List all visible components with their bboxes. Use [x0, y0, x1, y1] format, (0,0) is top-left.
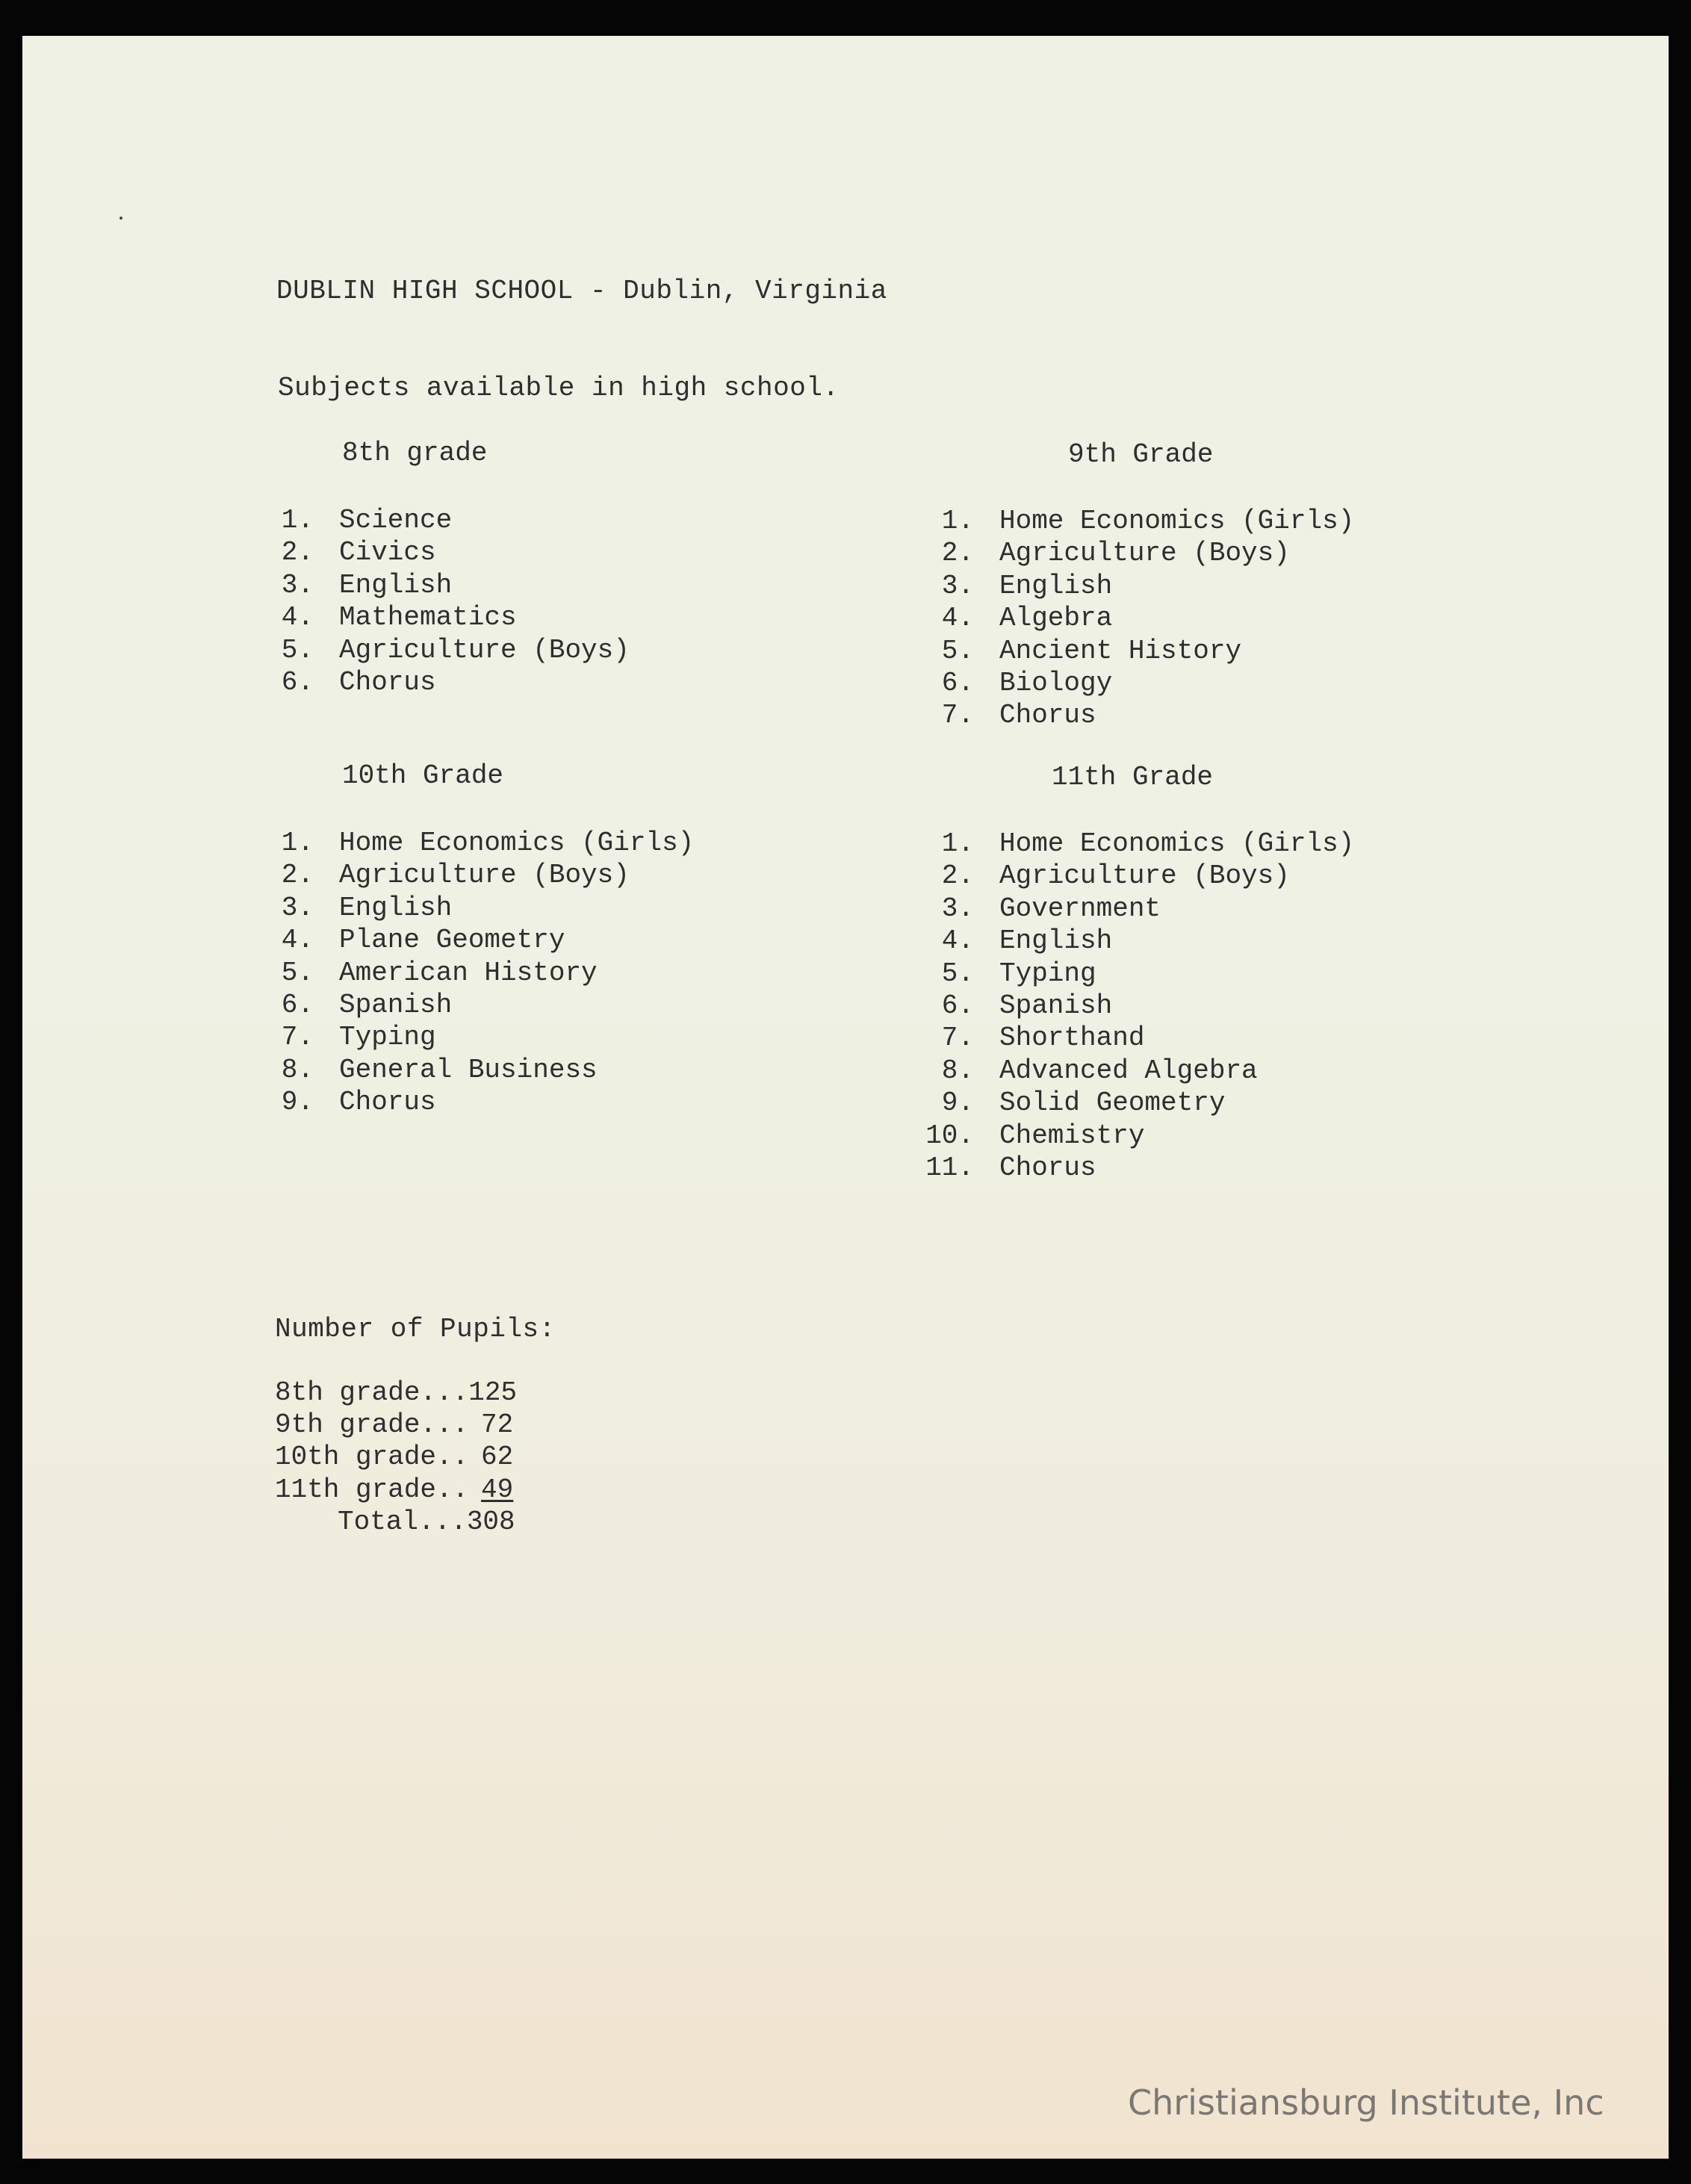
subject-number: 4.: [941, 925, 974, 957]
subject-item: [919, 893, 1354, 925]
subject-number: 6.: [281, 666, 314, 698]
subject-number: 7.: [281, 1022, 314, 1053]
pupils-row: [275, 1409, 513, 1441]
subject-item: [919, 1087, 1354, 1119]
subject-name: English: [339, 892, 453, 923]
pupils-row-label: 9th grade...: [275, 1409, 469, 1441]
subject-number: 9.: [941, 1088, 974, 1119]
pupils-row-label: 8th grade...: [275, 1377, 469, 1408]
subject-number: 1.: [281, 828, 314, 858]
subject-name: Agriculture (Boys): [339, 860, 630, 891]
subject-number: 9.: [281, 1087, 314, 1118]
subject-number: 3.: [941, 570, 974, 601]
subject-item: [275, 859, 694, 891]
document-subtitle: Subjects available in high school.: [278, 373, 840, 403]
subject-name: Agriculture (Boys): [339, 634, 630, 666]
subject-name: American History: [339, 957, 598, 988]
subject-name: Chorus: [999, 1152, 1096, 1183]
subject-number: 4.: [281, 602, 314, 633]
subject-item: [935, 505, 1354, 537]
pupils-row-label: 10th grade..: [275, 1442, 469, 1473]
grade-11-title: 11th Grade: [1052, 762, 1214, 792]
subject-item: [935, 635, 1354, 667]
subject-item: [275, 536, 630, 568]
pupils-row: [275, 1441, 513, 1473]
pupils-row: [275, 1474, 513, 1506]
subject-number: 1.: [941, 828, 974, 859]
subject-number: 3.: [281, 569, 314, 601]
subject-item: [275, 569, 630, 601]
subject-name: Advanced Algebra: [999, 1055, 1258, 1086]
subject-name: Agriculture (Boys): [999, 860, 1290, 892]
pupils-row-value: 125: [468, 1377, 518, 1408]
subject-name: Chorus: [339, 1087, 436, 1118]
subject-item: [275, 504, 630, 536]
subject-number: 11.: [925, 1152, 974, 1183]
subject-name: Ancient History: [999, 635, 1242, 666]
document-page: [22, 36, 1669, 2159]
subject-name: English: [339, 569, 453, 601]
subject-number: 8.: [941, 1055, 974, 1086]
subject-item: [919, 1120, 1354, 1152]
subject-number: 2.: [941, 538, 974, 569]
subject-name: Shorthand: [999, 1023, 1145, 1054]
subject-name: Chorus: [999, 700, 1096, 731]
subject-item: [919, 860, 1354, 892]
subject-item: [275, 989, 694, 1021]
subject-name: Civics: [339, 537, 436, 568]
subject-item: [935, 537, 1354, 569]
subject-name: Spanish: [339, 989, 453, 1020]
subject-name: Typing: [999, 958, 1096, 989]
subject-item: [919, 925, 1354, 957]
subject-item: [919, 828, 1354, 860]
subject-number: 5.: [281, 634, 314, 666]
subject-name: Spanish: [999, 990, 1113, 1021]
subject-number: 2.: [941, 860, 974, 892]
subject-name: Biology: [999, 667, 1113, 698]
subject-item: [919, 1055, 1354, 1087]
subject-number: 7.: [941, 700, 974, 731]
grade-10-title: 10th Grade: [342, 760, 504, 791]
subject-item: [935, 667, 1354, 699]
subject-name: Solid Geometry: [999, 1088, 1226, 1119]
subject-name: Plane Geometry: [339, 925, 565, 956]
subject-number: 3.: [941, 893, 974, 924]
subject-name: Chemistry: [999, 1120, 1145, 1151]
subject-number: 10.: [925, 1120, 974, 1151]
subject-number: 3.: [281, 892, 314, 923]
subject-number: 4.: [281, 925, 314, 956]
pupils-total-label: Total...: [338, 1506, 467, 1537]
grade-10-subject-list: [275, 827, 694, 1119]
subject-name: Algebra: [999, 603, 1113, 634]
subject-name: Agriculture (Boys): [999, 538, 1290, 569]
subject-name: English: [999, 925, 1113, 957]
subject-name: Home Economics (Girls): [999, 506, 1355, 536]
subject-name: Government: [999, 893, 1161, 924]
pupils-table: [275, 1377, 518, 1538]
subject-name: Home Economics (Girls): [999, 828, 1355, 859]
grade-9-title: 9th Grade: [1068, 439, 1214, 470]
subject-item: [275, 1021, 694, 1053]
subject-number: 5.: [281, 957, 314, 988]
subject-number: 2.: [281, 537, 314, 568]
subject-item: [919, 958, 1354, 990]
subject-number: 8.: [281, 1054, 314, 1085]
subject-number: 6.: [941, 990, 974, 1021]
subject-number: 6.: [281, 989, 314, 1020]
subject-item: [275, 634, 630, 666]
pupils-row-value: 49: [481, 1474, 514, 1505]
subject-name: General Business: [339, 1054, 598, 1085]
grade-8-title: 8th grade: [342, 438, 488, 468]
subject-item: [275, 1054, 694, 1086]
subject-number: 1.: [281, 505, 314, 536]
subject-number: 7.: [941, 1023, 974, 1054]
subject-name: Mathematics: [339, 602, 517, 633]
subject-item: [919, 1022, 1354, 1054]
subject-number: 6.: [941, 667, 974, 698]
subject-item: [275, 827, 694, 859]
grade-9-subject-list: [935, 505, 1354, 732]
subject-item: [275, 924, 694, 956]
subject-item: [935, 570, 1354, 602]
subject-name: Chorus: [339, 666, 436, 698]
subject-item: [275, 892, 694, 924]
subject-item: [275, 957, 694, 989]
subject-item: [275, 601, 630, 633]
subject-number: 5.: [941, 635, 974, 666]
grade-11-subject-list: [919, 828, 1354, 1184]
subject-item: [935, 602, 1354, 634]
subject-name: Home Economics (Girls): [339, 828, 695, 858]
pupils-row-label: 11th grade..: [275, 1474, 469, 1505]
subject-item: [919, 1152, 1354, 1184]
subject-number: 2.: [281, 860, 314, 891]
pupils-row-value: 62: [481, 1442, 514, 1473]
subject-number: 4.: [941, 603, 974, 634]
subject-item: [275, 666, 630, 698]
pupils-heading: Number of Pupils:: [275, 1314, 556, 1344]
ink-speck: [120, 217, 122, 220]
subject-name: Science: [339, 505, 453, 536]
pupils-total-value: 308: [466, 1506, 515, 1537]
pupils-total-row: [275, 1506, 513, 1538]
watermark-text: Christiansburg Institute, Inc: [1128, 2082, 1604, 2123]
subject-item: [919, 990, 1354, 1022]
pupils-row: [275, 1377, 518, 1409]
pupils-row-value: 72: [481, 1409, 514, 1441]
subject-name: English: [999, 570, 1113, 601]
subject-number: 5.: [941, 958, 974, 989]
subject-item: [275, 1086, 694, 1118]
subject-name: Typing: [339, 1022, 436, 1053]
document-title: DUBLIN HIGH SCHOOL - Dublin, Virginia: [276, 276, 887, 306]
grade-8-subject-list: [275, 504, 630, 698]
subject-item: [935, 699, 1354, 731]
subject-number: 1.: [941, 506, 974, 536]
